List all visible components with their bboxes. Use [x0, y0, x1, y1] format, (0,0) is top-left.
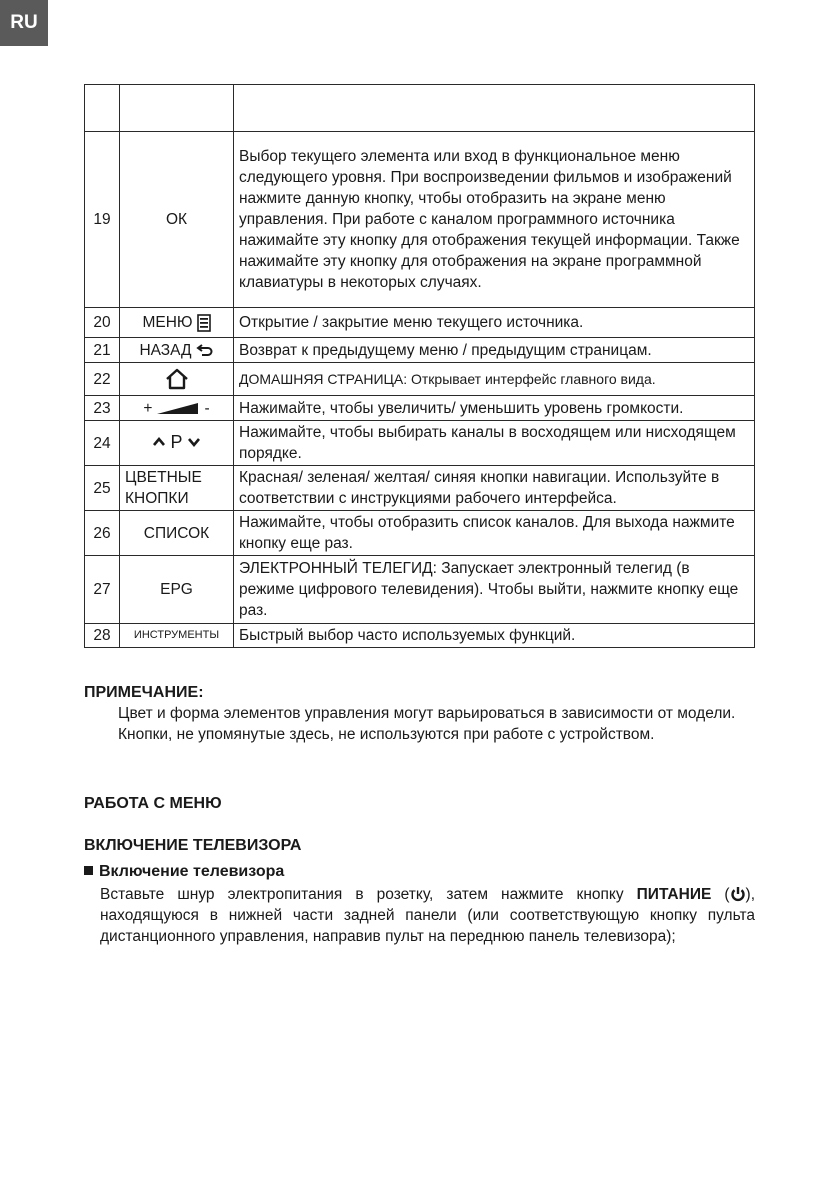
tv-on-text-1: Вставьте шнур электропитания в розетку, затем нажмите кнопку: [100, 886, 637, 903]
power-word: ПИТАНИЕ: [636, 886, 712, 903]
row-number: 19: [85, 132, 120, 308]
chevron-up-icon: [152, 436, 166, 448]
row-key: СПИСОК: [120, 511, 234, 556]
table-row: [85, 556, 755, 624]
table-row: [85, 421, 755, 466]
row-number: 26: [85, 511, 120, 556]
row-key: [120, 363, 234, 396]
row-key: [120, 338, 234, 363]
tv-on-paragraph: [84, 884, 755, 947]
row-description: Нажимайте, чтобы выбирать каналы в восходящем или нисходящем порядке.: [234, 421, 755, 466]
row-key: [120, 396, 234, 421]
menu-key-label: МЕНЮ: [142, 314, 193, 331]
tv-on-subheading-text: Включение телевизора: [99, 863, 285, 880]
row-description: Открытие / закрытие меню текущего источника.: [234, 308, 755, 338]
row-description: Возврат к предыдущему меню / предыдущим страницам.: [234, 338, 755, 363]
row-description: Красная/ зеленая/ желтая/ синяя кнопки навигации. Используйте в соответствии с инструкциями рабочего интерфейса.: [234, 466, 755, 511]
row-description: ЭЛЕКТРОННЫЙ ТЕЛЕГИД: Запускает электронный телегид (в режиме цифрового телевидения). Чтобы выйти, нажмите кнопку еще раз.: [234, 556, 755, 624]
table-row: [85, 363, 755, 396]
note-heading: ПРИМЕЧАНИЕ:: [84, 684, 204, 701]
table-row: [85, 466, 755, 511]
row-description: Выбор текущего элемента или вход в функциональное меню следующего уровня. При воспроизведении фильмов и изображений нажмите данную кнопку, чтобы отобразить на экране меню управления. При работе с каналом программного источника нажимайте эту кнопку для отображения текущей информации. Также нажимайте эту кнопку для отображения на экране программной клавиатуры в некоторых случаях.: [234, 132, 755, 308]
note-line-1: Цвет и форма элементов управления могут варьироваться в зависимости от модели.: [118, 705, 736, 722]
section-menu-heading: РАБОТА С МЕНЮ: [84, 795, 222, 812]
row-number: 25: [85, 466, 120, 511]
chevron-down-icon: [187, 436, 201, 448]
remote-keys-table: [84, 84, 755, 648]
row-number: 22: [85, 363, 120, 396]
table-row: [85, 511, 755, 556]
table-row: [85, 624, 755, 648]
square-bullet-icon: [84, 866, 93, 875]
row-number: 21: [85, 338, 120, 363]
row-description: ДОМАШНЯЯ СТРАНИЦА: Открывает интерфейс главного вида.: [234, 363, 755, 396]
row-number: 28: [85, 624, 120, 648]
row-key: ЦВЕТНЫЕ КНОПКИ: [120, 466, 234, 511]
volume-plus-label: +: [143, 399, 153, 417]
volume-ramp-icon: [156, 401, 200, 415]
tv-on-section: [84, 835, 755, 947]
row-description: Нажимайте, чтобы увеличить/ уменьшить уровень громкости.: [234, 396, 755, 421]
row-number: 20: [85, 308, 120, 338]
header-cell-number: [85, 85, 120, 132]
menu-list-icon: [197, 314, 211, 332]
back-arrow-icon: [196, 343, 214, 357]
tv-on-text-open: (: [711, 886, 730, 903]
note-block: [84, 682, 755, 745]
header-cell-key: [120, 85, 234, 132]
table-row: [85, 132, 755, 308]
row-number: 23: [85, 396, 120, 421]
table-row: [85, 396, 755, 421]
back-key-label: НАЗАД: [139, 341, 192, 359]
tv-on-subheading: [84, 861, 755, 882]
row-description: Нажимайте, чтобы отобразить список каналов. Для выхода нажмите кнопку еще раз.: [234, 511, 755, 556]
row-number: 24: [85, 421, 120, 466]
channel-key-label: P: [170, 431, 183, 452]
row-description: Быстрый выбор часто используемых функций.: [234, 624, 755, 648]
row-key: EPG: [120, 556, 234, 624]
note-line-2: Кнопки, не упомянутые здесь, не используются при работе с устройством.: [118, 726, 655, 743]
row-number: 27: [85, 556, 120, 624]
home-icon: [165, 368, 189, 390]
row-key: [120, 421, 234, 466]
power-icon: [730, 886, 746, 902]
row-key: [120, 308, 234, 338]
language-badge: RU: [0, 0, 48, 46]
table-row: [85, 308, 755, 338]
row-key: ОК: [120, 132, 234, 308]
volume-minus-label: -: [204, 399, 210, 417]
tv-on-text-2: ), находящуюся в нижней части задней панели (или соответствующую кнопку пульта дистанционного управления, направив пульт на переднюю панель телевизора);: [100, 886, 755, 945]
table-header-row: [85, 85, 755, 132]
table-row: [85, 338, 755, 363]
tv-on-heading: ВКЛЮЧЕНИЕ ТЕЛЕВИЗОРА: [84, 837, 302, 854]
row-key: ИНСТРУМЕНТЫ: [120, 624, 234, 648]
header-cell-description: [234, 85, 755, 132]
